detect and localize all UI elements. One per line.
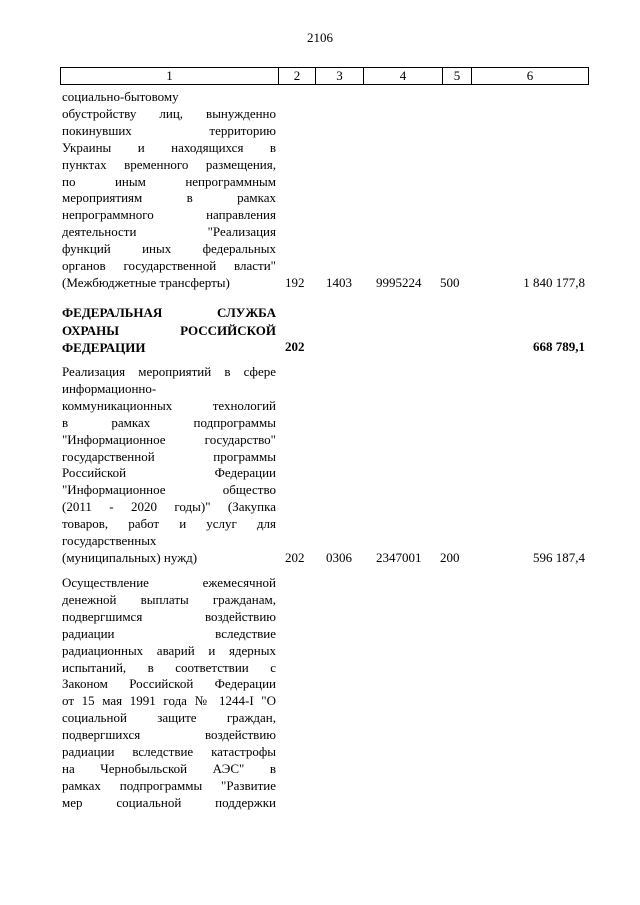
row-description — [62, 89, 276, 292]
description-line: (Межбюджетные трансферты) — [62, 274, 230, 290]
header-col-2: 2 — [279, 68, 316, 84]
description-line: государственных — [62, 533, 157, 549]
description-line: рамках подпрограммы "Развитие — [62, 777, 276, 793]
description-line: товаров, работ и услуг для — [62, 516, 276, 532]
cell-section: 0306 — [326, 549, 352, 565]
description-line: информационно- — [62, 380, 157, 396]
cell-section: 1403 — [326, 274, 352, 290]
description-line: непрограммного направления — [62, 207, 276, 223]
description-line: функций иных федеральных — [62, 241, 276, 257]
description-line: радиации вследствие — [62, 625, 276, 641]
cell-ministry: 202 — [285, 549, 305, 565]
description-line: ФЕДЕРАЛЬНАЯ СЛУЖБА — [62, 305, 276, 320]
cell-amount: 668 789,1 — [533, 339, 585, 354]
description-line: в рамках подпрограммы — [62, 414, 276, 430]
header-col-6: 6 — [526, 68, 534, 83]
description-line: радиационных аварий и ядерных — [62, 642, 276, 658]
description-line: деятельности "Реализация — [62, 224, 276, 240]
cell-ministry: 192 — [285, 274, 305, 290]
description-line: социальной защите граждан, — [62, 710, 276, 726]
description-line: подвергшимся воздействию — [62, 608, 276, 624]
description-line: Российской Федерации — [62, 465, 276, 481]
description-line: пунктах временного размещения, — [62, 156, 276, 172]
row-description — [62, 304, 276, 357]
page-number: 2106 — [307, 30, 333, 45]
description-line: (2011 - 2020 годы)" (Закупка — [62, 499, 276, 515]
description-line: Осуществление ежемесячной — [62, 575, 276, 590]
description-line: органов государственной власти" — [62, 258, 276, 274]
header-col-5: 5 — [443, 68, 472, 84]
cell-target: 9995224 — [376, 274, 422, 290]
row-description — [62, 364, 276, 567]
cell-target: 2347001 — [376, 549, 422, 565]
description-line: испытаний, в соответствии с — [62, 659, 276, 675]
description-line: (муниципальных) нужд) — [62, 549, 198, 565]
description-line: денежной выплаты гражданам, — [62, 591, 276, 607]
description-line: "Информационное общество — [62, 482, 276, 498]
description-line: мер социальной поддержки — [62, 794, 276, 810]
cell-ministry: 202 — [285, 339, 305, 354]
description-line: радиации вследствие катастрофы — [62, 744, 276, 760]
header-col-3: 3 — [316, 68, 364, 84]
description-line: мероприятиям в рамках — [62, 190, 276, 206]
description-line: коммуникационных технологий — [62, 397, 276, 413]
description-line: государственной программы — [62, 448, 276, 464]
description-line: "Информационное государство" — [62, 431, 276, 447]
cell-type: 200 — [440, 549, 460, 565]
description-line: обустройству лиц, вынужденно — [62, 105, 276, 121]
description-line: ФЕДЕРАЦИИ — [62, 340, 146, 355]
cell-type: 500 — [440, 274, 460, 290]
row-description — [62, 575, 276, 812]
table-header — [60, 67, 589, 85]
description-line: Законом Российской Федерации — [62, 676, 276, 692]
description-line: ОХРАНЫ РОССИЙСКОЙ — [62, 322, 276, 338]
cell-amount: 596 187,4 — [533, 549, 585, 565]
header-col-1: 1 — [61, 68, 279, 84]
description-line: на Чернобыльской АЭС" в — [62, 760, 276, 776]
description-line: от 15 мая 1991 года № 1244-I "О — [62, 693, 276, 709]
description-line: Реализация мероприятий в сфере — [62, 364, 276, 379]
cell-amount: 1 840 177,8 — [523, 274, 585, 290]
description-line: покинувших территорию — [62, 122, 276, 138]
header-col-4: 4 — [364, 68, 443, 84]
description-line: Украины и находящихся в — [62, 139, 276, 155]
description-line: подвергшихся воздействию — [62, 727, 276, 743]
description-line: социально-бытовому — [62, 89, 179, 104]
description-line: по иным непрограммным — [62, 173, 276, 189]
